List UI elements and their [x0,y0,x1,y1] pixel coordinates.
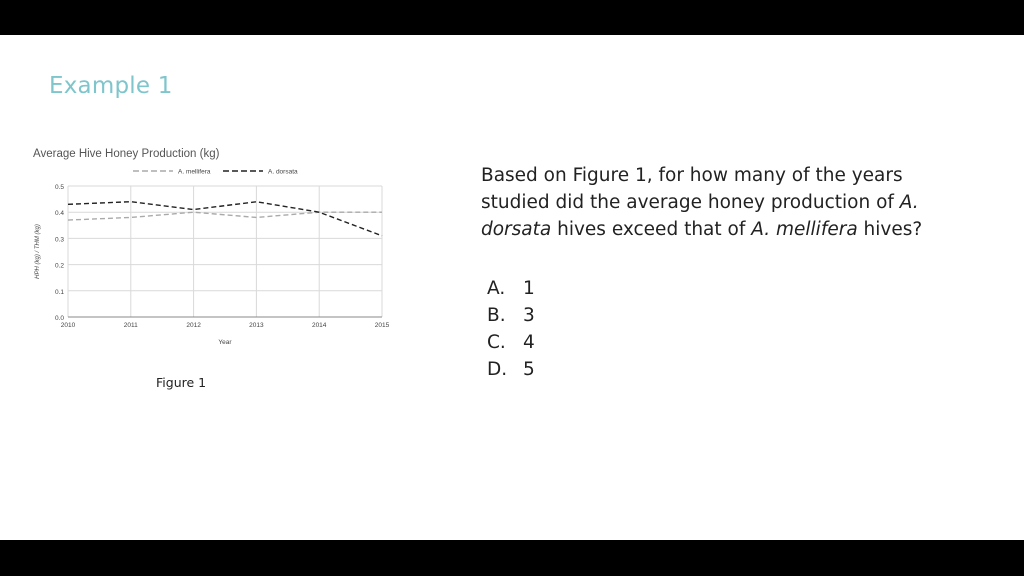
x-tick-label: 2012 [186,322,201,329]
x-tick-label: 2015 [374,322,390,329]
option-letter: D. [487,359,508,380]
option-letter: C. [487,332,506,353]
x-axis-label: Year [218,339,232,346]
y-tick-label: 0.5 [54,184,64,191]
y-tick-label: 0.1 [54,288,64,296]
figure-caption: Figure 1 [156,375,207,390]
question-part3: hives? [857,219,923,240]
question-text [481,162,931,243]
option-value: 5 [523,359,535,380]
series-line-1 [68,202,382,236]
legend-label-1: A. dorsata [268,168,298,176]
question-part2: hives exceed that of [551,219,752,240]
species-dorsata: A. dorsata [481,192,919,240]
option-letter: B. [487,305,506,326]
y-axis-label: HPH (kg) / THM (kg) [35,224,41,279]
slide-title: Example 1 [49,73,173,99]
chart-title: Average Hive Honey Production (kg) [33,148,220,160]
question-part1: Based on Figure 1, for how many of the years studied did the average honey production of [481,165,903,213]
option-b[interactable] [487,302,535,329]
option-value: 3 [523,305,535,326]
option-letter: A. [487,278,506,299]
line-chart [0,35,420,365]
option-c[interactable] [487,329,535,356]
option-d[interactable] [487,356,535,383]
x-tick-label: 2014 [311,322,327,329]
y-tick-label: 0.2 [54,262,64,270]
option-value: 1 [523,278,535,299]
x-tick-label: 2011 [123,322,138,329]
legend-label-0: A. mellifera [178,168,211,176]
answer-options [487,275,535,383]
x-tick-label: 2010 [60,322,76,329]
slide [0,35,1024,540]
series-line-0 [68,212,382,220]
y-tick-label: 0.3 [54,236,64,244]
option-a[interactable] [487,275,535,302]
y-tick-label: 0.0 [54,315,64,322]
x-tick-label: 2013 [249,322,264,329]
y-tick-label: 0.4 [54,210,64,218]
species-mellifera: A. mellifera [751,219,858,240]
option-value: 4 [523,332,535,353]
